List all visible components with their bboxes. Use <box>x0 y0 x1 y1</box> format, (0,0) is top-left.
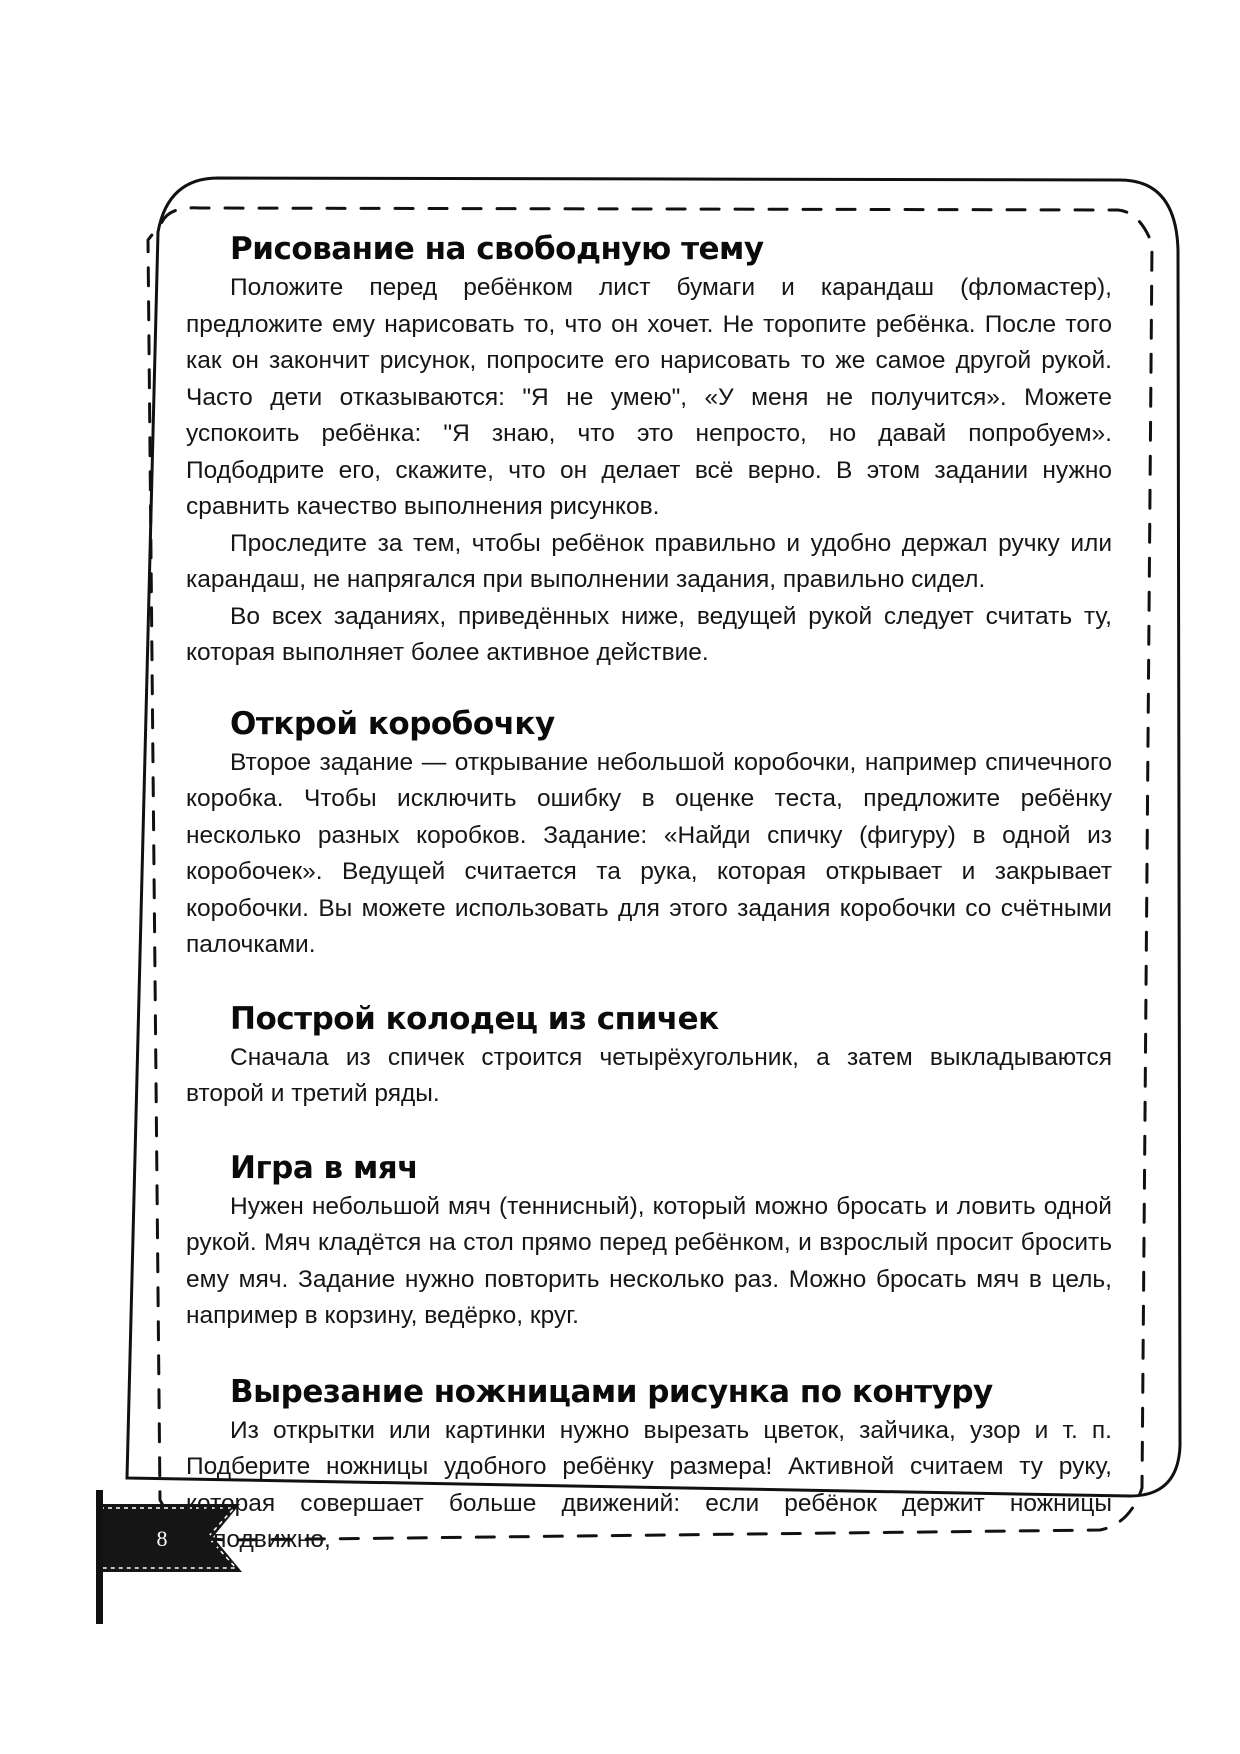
page-number: 8 <box>156 1526 168 1551</box>
section-title: Игра в мяч <box>230 1149 418 1186</box>
paragraph: Нужен небольшой мяч (теннисный), который можно бросать и ловить одной рукой. Мяч кладётся на стол прямо перед ребёнком, и взрослый просит бросить ему мяч. Задание нужно повторить несколько раз. Можно бросать мяч в цель, например в корзину, ведёрко, круг. <box>186 1192 1112 1329</box>
section <box>186 230 1112 672</box>
paragraph: Сначала из спичек строится четырёхугольник, а затем выкладываются второй и третий ряды. <box>186 1043 1112 1107</box>
section <box>186 1149 1112 1335</box>
section-title: Открой коробочку <box>230 705 555 742</box>
section <box>186 705 1112 964</box>
section <box>186 1373 1112 1559</box>
paragraph: Во всех заданиях, приведённых ниже, ведущей рукой следует считать ту, которая выполняет более активное действие. <box>186 602 1112 666</box>
paragraph: Второе задание — открывание небольшой коробочки, например спичечного коробка. Чтобы исключить ошибку в оценке теста, предложите ребёнку несколько разных коробков. Задание: «Найди спичку (фигуру) в одной из коробочек». Ведущей считается та рука, которая открывает и закрывает коробочки. Вы можете использовать для этого задания коробочки со счётными палочками. <box>186 748 1112 958</box>
section-title: Построй колодец из спичек <box>230 1000 719 1037</box>
paragraph: Из открытки или картинки нужно вырезать цветок, зайчика, узор и т. п. Подберите ножницы удобного ребёнку размера! Активной считаем ту руку, которая совершает больше движений: если ребёнок держит ножницы неподвижно, <box>186 1416 1112 1553</box>
page-content <box>186 226 1112 1559</box>
section-title: Вырезание ножницами рисунка по контуру <box>230 1373 993 1410</box>
paragraph: Проследите за тем, чтобы ребёнок правильно и удобно держал ручку или карандаш, не напрягался при выполнении задания, правильно сидел. <box>186 529 1112 593</box>
section-title: Рисование на свободную тему <box>230 231 764 267</box>
paragraph: Положите перед ребёнком лист бумаги и карандаш (фломастер), предложите ему нарисовать то, что он хочет. Не торопите ребёнка. После того как он закончит рисунок, попросите его нарисовать то же самое другой рукой. Часто дети отказываются: "Я не умею", «У меня не получится». Можете успокоить ребёнка: "Я знаю, что это непросто, но давай попробуем». Подбодрите его, скажите, что он делает всё верно. В этом задании нужно сравнить качество выполнения рисунков. <box>186 274 1112 520</box>
section <box>186 1000 1112 1113</box>
